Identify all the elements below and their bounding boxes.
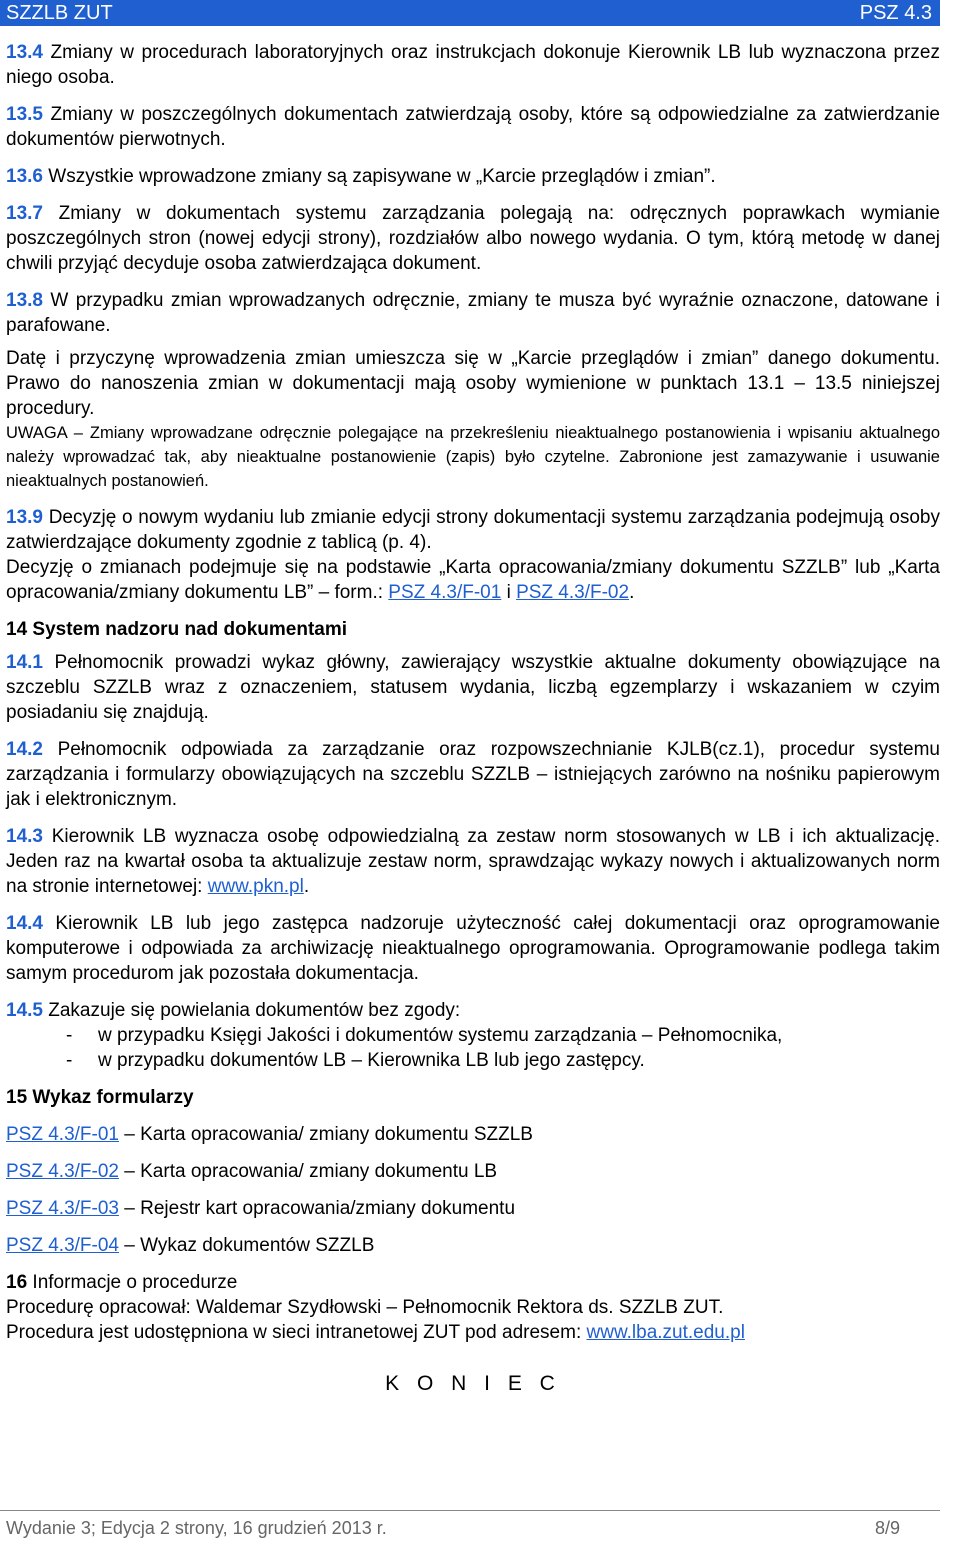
section-text: Zmiany w poszczególnych dokumentach zatwierdzają osoby, które są odpowiedzialne za zatwierdzanie dokumentów pierwotnych. [6,104,940,150]
form-link-f01[interactable]: PSZ 4.3/F-01 [6,1124,119,1145]
section-13-8 [6,288,940,338]
section-number: 14.5 [6,1000,43,1021]
section-13-9 [6,505,940,555]
section-text: Kierownik LB wyznacza osobę odpowiedzialną za zestaw norm stosowanych w LB i ich aktualizację. Jeden raz na kwartał osoba ta aktualizuje zestaw norm, sprawdzając wykazy nowych i aktualizowanych norm na stronie internetowej: [6,826,940,897]
form-link-f02[interactable]: PSZ 4.3/F-02 [6,1161,119,1182]
uwaga-note: UWAGA – Zmiany wprowadzane odręcznie polegające na przekreśleniu nieaktualnego postanowienia i wpisaniu aktualnego należy wprowadzać tak, aby nieaktualne postanowienie (zapis) było czytelne. Zabronione jest zamazywanie i usuwanie nieaktualnych postanowień. [6,424,940,490]
list-item-text: w przypadku dokumentów LB – Kierownika LB lub jego zastępcy. [98,1050,645,1071]
section-13-7 [6,201,940,276]
section-14-4 [6,911,940,986]
section-13-8-para2: Datę i przyczynę wprowadzenia zmian umieszcza się w „Karcie przeglądów i zmian” danego dokumentu. Prawo do nanoszenia zmian w dokumentacji mają osoby wymienione w punktach 13.1 – 13.5 niniejszej procedury. [6,348,940,419]
intranet-text: Procedura jest udostępniona w sieci intranetowej ZUT pod adresem: [6,1322,587,1343]
section-14-1 [6,650,940,725]
section-13-5 [6,102,940,152]
page-footer [6,1518,900,1539]
list-item [6,1048,940,1073]
form-desc: – Karta opracowania/ zmiany dokumentu LB [119,1161,498,1182]
section-number: 14.4 [6,913,43,934]
section-number: 13.4 [6,42,43,63]
intranet-link[interactable]: www.lba.zut.edu.pl [586,1322,745,1343]
section-number: 13.7 [6,203,43,224]
list-item [6,1023,940,1048]
section-text: Zakazuje się powielania dokumentów bez zgody: [42,1000,461,1021]
document-body [6,40,940,1396]
section-13-9-para2 [6,555,940,605]
form-link-f04[interactable]: PSZ 4.3/F-04 [6,1235,119,1256]
section-number: 14.2 [6,739,43,760]
section-text: Zmiany w dokumentach systemu zarządzania polegają na: odręcznych poprawkach wymianie poszczególnych stron (nowej edycji strony), rozdziałów albo nowego wydania. O tym, którą metodę w danej chwili przyjąć decyduje osoba zatwierdzająca dokument. [6,203,940,274]
form-desc: – Rejestr kart opracowania/zmiany dokumentu [119,1198,516,1219]
section-text-end: . [303,876,310,897]
footer-edition: Wydanie 3; Edycja 2 strony, 16 grudzień 2013 r. [6,1518,387,1538]
section-text: Zmiany w procedurach laboratoryjnych oraz instrukcjach dokonuje Kierownik LB lub wyznaczona przez niego osoba. [6,42,940,88]
heading-15: 15 Wykaz formularzy [6,1087,194,1108]
para-text: . [629,582,635,603]
section-text: Decyzję o nowym wydaniu lub zmianie edycji strony dokumentacji systemu zarządzania podejmują osoby zatwierdzające dokumenty zgodnie z tablicą (p. 4). [6,507,940,553]
end-marker: K O N I E C [385,1372,561,1395]
form-item [6,1159,940,1184]
dash-marker: - [66,1050,73,1071]
section-13-6 [6,164,940,189]
section-text: Pełnomocnik odpowiada za zarządzanie oraz rozpowszechnianie KJLB(cz.1), procedur systemu zarządzania i formularzy obowiązujących na szczeblu SZZLB – istniejących zarówno na nośniku papierowym jak i elektronicznym. [6,739,940,810]
section-number: 14.1 [6,652,43,673]
section-14-3 [6,824,940,899]
form-link-f01[interactable]: PSZ 4.3/F-01 [388,582,502,603]
section-14-5 [6,998,940,1023]
form-desc: – Karta opracowania/ zmiany dokumentu SZZLB [119,1124,533,1145]
form-desc: – Wykaz dokumentów SZZLB [119,1235,375,1256]
form-item [6,1196,940,1221]
pkn-link[interactable]: www.pkn.pl [207,876,304,897]
form-item [6,1122,940,1147]
para-text: i [501,582,517,603]
section-16-title [6,1270,940,1295]
section-number: 14.3 [6,826,43,847]
section-number: 13.9 [6,507,43,528]
section-title: Informacje o procedurze [27,1272,238,1293]
para-text: Decyzję o zmianach podejmuje się na podstawie „Karta opracowania/zmiany dokumentu SZZLB” lub „Karta opracowania/zmiany dokumentu LB” – form.: [6,557,940,603]
author-line: Procedurę opracował: Waldemar Szydłowski – Pełnomocnik Rektora ds. SZZLB ZUT. [6,1297,724,1318]
section-number: 13.6 [6,166,43,187]
section-text: Wszystkie wprowadzone zmiany są zapisywane w „Karcie przeglądów i zmian”. [42,166,716,187]
header-left: SZZLB ZUT [6,2,113,24]
page-number: 8/9 [874,1518,900,1538]
section-13-4 [6,40,940,90]
page-header [0,0,940,26]
footer-divider [0,1510,940,1511]
list-item-text: w przypadku Księgi Jakości i dokumentów systemu zarządzania – Pełnomocnika, [98,1025,783,1046]
form-link-f03[interactable]: PSZ 4.3/F-03 [6,1198,119,1219]
form-item [6,1233,940,1258]
section-text: Kierownik LB lub jego zastępca nadzoruje użyteczność całej dokumentacji oraz oprogramowanie komputerowe i odpowiada za archiwizację nieaktualnego oprogramowania. Oprogramowanie podlega takim samym procedurom jak pozostała dokumentacja. [6,913,940,984]
heading-14: 14 System nadzoru nad dokumentami [6,619,348,640]
section-14-2 [6,737,940,812]
header-right: PSZ 4.3 [859,2,932,24]
form-link-f02[interactable]: PSZ 4.3/F-02 [516,582,630,603]
intranet-line [6,1320,940,1345]
section-number: 16 [6,1272,28,1293]
section-text: W przypadku zmian wprowadzanych odręcznie, zmiany te musza być wyraźnie oznaczone, datowane i parafowane. [6,290,940,336]
dash-marker: - [66,1025,73,1046]
section-text: Pełnomocnik prowadzi wykaz główny, zawierający wszystkie aktualne dokumenty obowiązujące na szczeblu SZZLB wraz z oznaczeniem, statusem wydania, liczbą egzemplarzy i wskazaniem w czyim posiadaniu się znajdują. [6,652,940,723]
section-number: 13.8 [6,290,43,311]
section-number: 13.5 [6,104,43,125]
